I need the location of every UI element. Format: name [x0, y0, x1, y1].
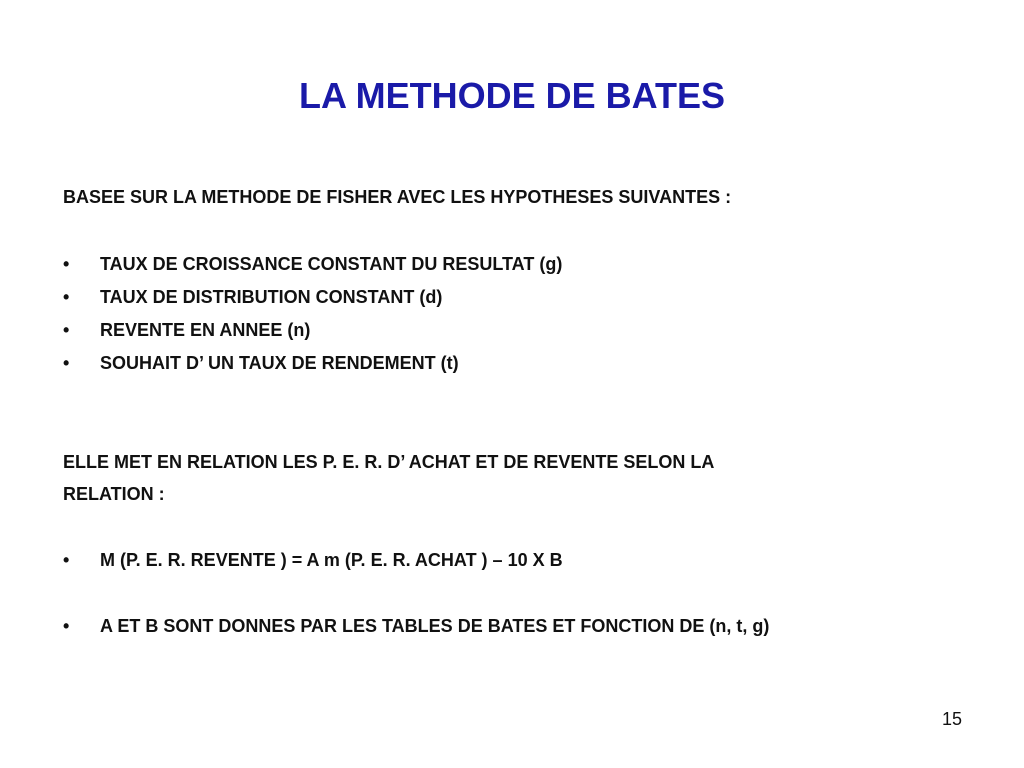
bullet-icon: • — [63, 550, 70, 570]
bullet-icon: • — [63, 616, 70, 636]
bullet-icon: • — [63, 254, 70, 274]
relation-text-line-2: RELATION : — [63, 484, 165, 504]
intro-text: BASEE SUR LA METHODE DE FISHER AVEC LES HYPOTHESES SUIVANTES : — [63, 187, 732, 207]
hypothesis-return-rate: SOUHAIT D’ UN TAUX DE RENDEMENT (t) — [100, 353, 459, 373]
bullet-icon: • — [63, 353, 70, 373]
formula-text: M (P. E. R. REVENTE ) = A m (P. E. R. ACHAT ) – 10 X B — [100, 550, 563, 570]
relation-text-line-1: ELLE MET EN RELATION LES P. E. R. D’ ACHAT ET DE REVENTE SELON LA — [63, 452, 715, 472]
page-number: 15 — [941, 709, 962, 729]
note-text: A ET B SONT DONNES PAR LES TABLES DE BATES ET FONCTION DE (n, t, g) — [100, 616, 770, 636]
slide-title: LA METHODE DE BATES — [298, 75, 725, 116]
bullet-icon: • — [63, 287, 70, 307]
bullet-icon: • — [63, 320, 70, 340]
hypothesis-distribution-rate: TAUX DE DISTRIBUTION CONSTANT (d) — [100, 287, 443, 307]
hypothesis-growth-rate: TAUX DE CROISSANCE CONSTANT DU RESULTAT (g) — [100, 254, 563, 274]
hypothesis-resale-year: REVENTE EN ANNEE (n) — [100, 320, 311, 340]
